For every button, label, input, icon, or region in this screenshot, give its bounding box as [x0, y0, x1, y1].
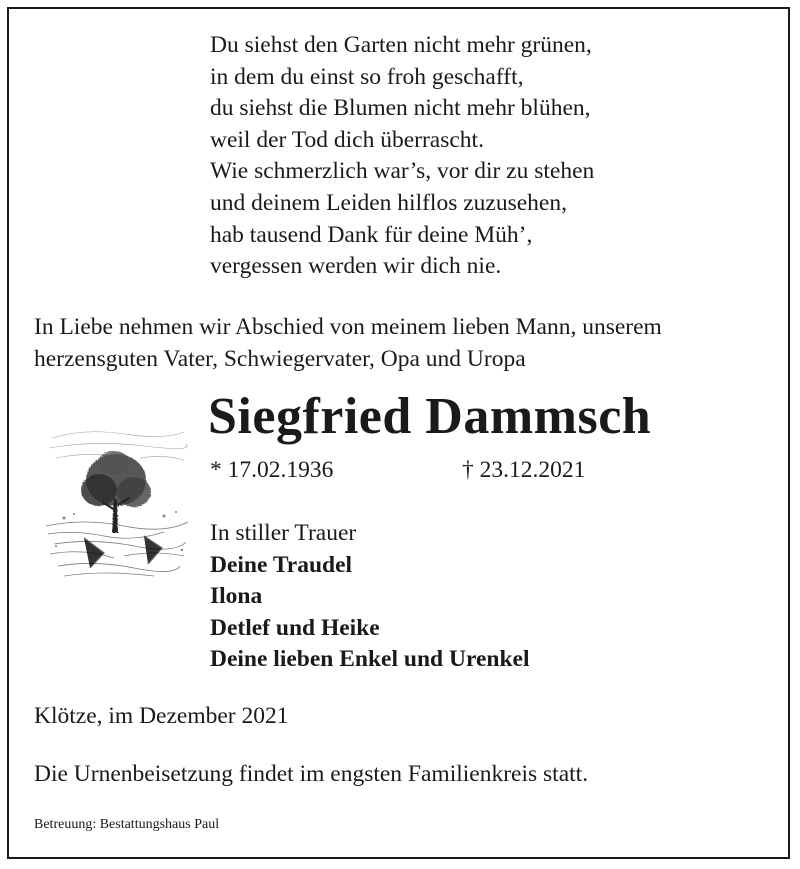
mourner-name: Ilona: [210, 583, 263, 609]
death-date: † 23.12.2021: [462, 457, 586, 483]
poem-line: vergessen werden wir dich nie.: [210, 253, 502, 280]
birth-date: * 17.02.1936: [210, 457, 334, 483]
poem-line: hab tausend Dank für deine Müh’,: [210, 221, 533, 248]
mourner-name: Deine Traudel: [210, 551, 353, 578]
poem-line: Du siehst den Garten nicht mehr grünen,: [210, 32, 592, 58]
tree-landscape-icon: [44, 418, 190, 583]
poem: [210, 30, 730, 283]
deceased-name: Siegfried Dammsch: [208, 388, 652, 445]
mourner-name: Detlef und Heike: [210, 614, 380, 641]
burial-notice: Die Urnenbeisetzung findet im engsten Familienkreis statt.: [34, 761, 589, 787]
mourners-block: [210, 518, 529, 676]
poem-line: und deinem Leiden hilflos zuzusehen,: [210, 189, 567, 216]
mourners-heading: In stiller Trauer: [210, 520, 357, 546]
place-date: Klötze, im Dezember 2021: [34, 703, 289, 729]
funeral-home-credit: Betreuung: Bestattungshaus Paul: [34, 817, 220, 832]
intro-line: In Liebe nehmen wir Abschied von meinem lieben Mann, unserem: [34, 314, 662, 340]
poem-line: du siehst die Blumen nicht mehr blühen,: [210, 95, 591, 122]
intro-line: herzensguten Vater, Schwiegervater, Opa und Uropa: [34, 345, 526, 372]
mourner-name: Deine lieben Enkel und Urenkel: [210, 646, 530, 672]
poem-line: Wie schmerzlich war’s, vor dir zu stehen: [210, 158, 595, 185]
poem-line: weil der Tod dich überrascht.: [210, 126, 484, 153]
farewell-intro: [34, 312, 774, 375]
poem-line: in dem du einst so froh geschafft,: [210, 63, 524, 90]
